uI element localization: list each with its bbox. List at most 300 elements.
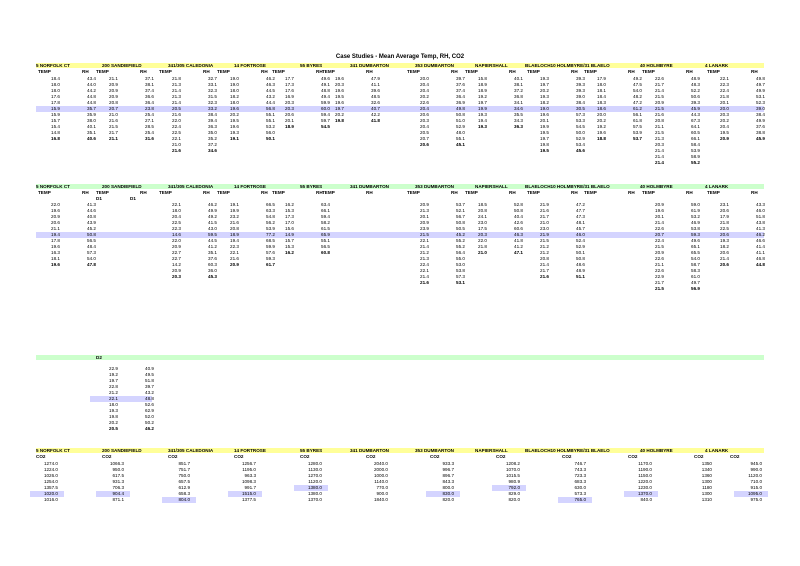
- co2-cell: 1170.0: [638, 460, 652, 466]
- s1-temp-cell: 21.7: [655, 81, 664, 87]
- s2-temp-label: TEMP: [96, 190, 109, 195]
- s2-rh-cell: 45.2: [456, 232, 465, 237]
- s1-rh-cell: 50.8: [456, 111, 465, 117]
- s2-temp-cell: 16.2: [285, 250, 294, 255]
- s1-rh-cell: 45.9: [691, 105, 700, 111]
- co2-cell: 1000.0: [373, 472, 388, 478]
- s2-temp-cell: 18.1: [51, 256, 60, 261]
- s1-temp-cell: 21.3: [655, 135, 664, 141]
- s3-rh-cell: 39.7: [145, 384, 154, 389]
- s2-rh-cell: 66.5: [266, 202, 275, 207]
- co2-label: CO2: [496, 454, 506, 459]
- s2-temp-cell: 21.4: [655, 220, 664, 225]
- co2-cell: 800.0: [442, 484, 454, 490]
- s2-temp-cell: 20.9: [172, 244, 181, 249]
- s2-rh-cell: 43.0: [208, 226, 217, 231]
- co2-cell: 1140.0: [374, 478, 388, 484]
- s2-rh-cell: 53.8: [456, 268, 465, 273]
- s1-temp-cell: 19.6: [335, 99, 344, 105]
- s1-rh-cell: 60.5: [691, 129, 700, 135]
- s1-temp-cell: 20.3: [285, 99, 294, 105]
- s2-temp-cell: 21.2: [540, 244, 549, 249]
- s1-rh-label: RH: [203, 69, 210, 74]
- s1-temp-cell: 16.9: [285, 93, 294, 99]
- s2-rh-label: RH: [366, 190, 373, 195]
- s1-rh-cell: 55.1: [456, 135, 465, 141]
- co2-cell: 1377.5: [241, 496, 256, 502]
- s1-column-header: 341 DUMBARTON: [350, 62, 389, 68]
- co2-cell: 1150.0: [638, 472, 652, 478]
- s2-temp-label: TEMP: [407, 190, 420, 195]
- s1-rh-cell: 52.3: [756, 99, 765, 105]
- co2-cell: 630.0: [574, 484, 586, 490]
- co2-cell: 746.7: [574, 460, 586, 466]
- co2-cell: 2000.0: [373, 466, 388, 472]
- s2-temp-label: TEMP: [707, 190, 720, 195]
- s2-column-header: 55 BYRES: [300, 183, 323, 189]
- s1-temp-cell: 19.5: [540, 129, 549, 135]
- s1-rh-cell: 57.5: [633, 123, 642, 129]
- s2-temp-cell: 21.2: [420, 250, 429, 255]
- s1-temp-cell: 17.6: [51, 93, 60, 99]
- co2-cell: 830.0: [442, 490, 454, 496]
- s2-temp-cell: 19.9: [230, 208, 239, 213]
- s2-temp-cell: 21.4: [720, 256, 729, 261]
- s1-temp-cell: 21.5: [655, 105, 664, 111]
- s1-rh-cell: 66.1: [691, 135, 700, 141]
- co2-cell: 950.0: [112, 466, 124, 472]
- s1-rh-cell: 40.7: [371, 105, 380, 111]
- s1-rh-cell: 54.0: [633, 87, 642, 93]
- s2-rh-cell: 49.6: [691, 238, 700, 243]
- co2-cell: 1340: [701, 466, 712, 472]
- s1-column-header: 200 SANDIEFIELD: [102, 62, 142, 68]
- s1-rh-cell: 53.3: [576, 117, 585, 123]
- s2-rh-label: RH: [686, 190, 693, 195]
- s1-temp-cell: 19.0: [230, 81, 239, 87]
- s2-temp-cell: 21.6: [540, 208, 549, 213]
- s1-temp-cell: 20.8: [109, 99, 118, 105]
- s2-rh-cell: 35.1: [208, 250, 217, 255]
- s2-temp-cell: 22.4: [420, 262, 429, 267]
- s2-temp-cell: 21.7: [540, 214, 549, 219]
- co2-cell: 750.0: [178, 472, 190, 478]
- s3-temp-cell: 22.1: [109, 396, 118, 401]
- s1-rh-cell: 36.6: [145, 93, 154, 99]
- s1-rh-cell: 35.2: [208, 135, 217, 141]
- s1-temp-cell: 21.6: [109, 117, 118, 123]
- s1-rh-cell: 61.8: [633, 117, 642, 123]
- s2-temp-cell: 16.3: [51, 250, 60, 255]
- s2-rh-label: RH: [203, 190, 210, 195]
- s2-rh-cell: 52.4: [576, 238, 585, 243]
- s3-temp-cell: 18.0: [109, 402, 118, 407]
- s1-rh-cell: 67.3: [691, 117, 700, 123]
- s1-temp-cell: 19.9: [478, 105, 487, 111]
- s1-rh-cell: 44.4: [266, 99, 275, 105]
- s2-temp-cell: 20.9: [230, 262, 239, 267]
- s1-temp-cell: 20.0: [420, 75, 429, 81]
- co2-column-header: BLAELOCH10 HOLMBYRE/31 BLAELO: [525, 447, 610, 453]
- s2-temp-cell: 15.3: [285, 244, 294, 249]
- s1-temp-cell: 21.3: [172, 93, 181, 99]
- s1-rh-cell: 39.4: [208, 117, 217, 123]
- s1-rh-cell: 36.8: [514, 93, 523, 99]
- s1-rh-cell: 37.6: [456, 81, 465, 87]
- s2-rh-cell: 77.2: [266, 232, 275, 237]
- s1-temp-cell: 21.0: [109, 111, 118, 117]
- s2-rh-cell: 53.2: [691, 214, 700, 219]
- s3-rh-cell: 50.2: [145, 420, 154, 425]
- s2-temp-cell: 21.5: [540, 238, 549, 243]
- s1-rh-cell: 49.7: [756, 81, 765, 87]
- co2-cell: 710.0: [750, 478, 762, 484]
- s1-temp-cell: 21.4: [655, 147, 664, 153]
- co2-cell: 1300: [701, 478, 712, 484]
- s2-rh-cell: 56.4: [456, 250, 465, 255]
- s2-temp-cell: 20.9: [420, 220, 429, 225]
- s2-temp-cell: 21.6: [540, 274, 549, 279]
- s1-temp-cell: 19.1: [230, 135, 239, 141]
- s2-rh-cell: 65.1: [691, 244, 700, 249]
- s1-rh-cell: 64.1: [691, 123, 700, 129]
- s1-temp-cell: 20.2: [720, 117, 729, 123]
- co2-cell: 792.0: [508, 484, 520, 490]
- s1-rh-cell: 53.9: [633, 129, 642, 135]
- s2-rh-cell: 47.8: [87, 262, 96, 267]
- s1-rh-cell: 40.6: [87, 135, 96, 141]
- s2-temp-cell: 20.8: [478, 208, 487, 213]
- s2-temp-cell: 22.6: [655, 256, 664, 261]
- s1-rh-cell: 28.5: [145, 123, 154, 129]
- s1-temp-cell: 20.9: [109, 81, 118, 87]
- s1-temp-cell: 22.3: [720, 81, 729, 87]
- co2-cell: 1280.0: [307, 460, 322, 466]
- s3-temp-cell: 20.5: [109, 426, 118, 431]
- s1-temp-cell: 19.0: [230, 75, 239, 81]
- s2-temp-cell: 22.3: [230, 244, 239, 249]
- s3-rh-cell: 51.8: [145, 378, 154, 383]
- s1-rh-cell: 35.0: [208, 129, 217, 135]
- co2-cell: 963.3: [244, 472, 256, 478]
- s1-temp-cell: 20.3: [335, 81, 344, 87]
- s2-column-header: BLAELOCH10 HOLMBYRE/31 BLAELO: [525, 183, 610, 189]
- s1-rh-cell: 27.1: [145, 117, 154, 123]
- s3-rh-cell: 52.6: [145, 402, 154, 407]
- s1-rh-cell: 40.1: [514, 75, 523, 81]
- s2-rh-cell: 44.8: [756, 262, 765, 267]
- co2-column-header: 5 NORFOLK CT: [36, 447, 70, 453]
- s1-rh-cell: 37.1: [145, 75, 154, 81]
- s2-temp-cell: 23.0: [540, 226, 549, 231]
- s1-column-header: 5 NORFOLK CT: [36, 62, 70, 68]
- s1-rh-cell: 49.8: [456, 105, 465, 111]
- s2-rh-cell: 50.8: [514, 208, 523, 213]
- co2-cell: 931.3: [112, 478, 124, 484]
- co2-cell: 1120.0: [308, 478, 322, 484]
- s2-rh-cell: 60.6: [514, 226, 523, 231]
- s1-temp-label: TEMP: [322, 69, 335, 74]
- s1-rh-label: RH: [451, 69, 458, 74]
- s1-rh-cell: 35.1: [87, 129, 96, 135]
- s1-rh-cell: 32.3: [208, 87, 217, 93]
- s2-rh-cell: 55.2: [456, 238, 465, 243]
- s1-column-header: NAPIERSHALL: [475, 62, 508, 68]
- s2-temp-cell: 21.6: [230, 256, 239, 261]
- s1-rh-cell: 41.8: [371, 117, 380, 123]
- s2-rh-cell: 63.3: [266, 208, 275, 213]
- s1-temp-cell: 18.9: [478, 87, 487, 93]
- s2-rh-cell: 48.6: [576, 262, 585, 267]
- co2-cell: 723.3: [574, 472, 586, 478]
- s2-rh-cell: 43.8: [756, 220, 765, 225]
- s1-temp-cell: 21.0: [172, 141, 181, 147]
- s2-column-header: 4 LANARK: [705, 183, 729, 189]
- s1-temp-cell: 20.2: [540, 87, 549, 93]
- s2-temp-cell: 17.0: [285, 220, 294, 225]
- s2-rh-cell: 61.5: [321, 226, 330, 231]
- s1-rh-cell: 39.6: [371, 87, 380, 93]
- s2-temp-cell: 19.3: [720, 238, 729, 243]
- s1-temp-cell: 20.6: [420, 111, 429, 117]
- s2-rh-label: RH: [509, 190, 516, 195]
- co2-cell: 1350: [701, 460, 712, 466]
- co2-cell: 765.0: [574, 496, 586, 502]
- s1-rh-cell: 44.5: [266, 87, 275, 93]
- s1-rh-cell: 49.6: [321, 75, 330, 81]
- s1-rh-label: RH: [261, 69, 268, 74]
- s1-rh-cell: 52.9: [456, 123, 465, 129]
- s1-temp-cell: 20.3: [655, 141, 664, 147]
- s2-temp-label: TEMP: [322, 190, 335, 195]
- s1-temp-cell: 18.4: [597, 93, 606, 99]
- co2-cell: 1220.0: [637, 478, 652, 484]
- s1-rh-label: RH: [366, 69, 373, 74]
- s1-rh-cell: 49.9: [756, 117, 765, 123]
- co2-cell: 1256.7: [241, 460, 256, 466]
- s1-temp-cell: 22.0: [172, 117, 181, 123]
- s1-rh-cell: 49.1: [321, 81, 330, 87]
- page-title: Case Studies - Mean Average Temp, RH, CO2: [335, 54, 465, 60]
- s1-temp-cell: 19.9: [540, 123, 549, 129]
- co2-cell: 1370.0: [307, 496, 322, 502]
- s1-rh-cell: 44.8: [87, 99, 96, 105]
- co2-column-header: 40 HOLMBYRE: [640, 447, 673, 453]
- s1-rh-cell: 49.9: [756, 87, 765, 93]
- s2-rh-label: RH: [451, 190, 458, 195]
- co2-label: CO2: [562, 454, 572, 459]
- s2-rh-cell: 46.9: [691, 220, 700, 225]
- s1-column-header: BLAELOCH10 HOLMBYRE/31 BLAELO: [525, 62, 610, 68]
- s1-temp-label: TEMP: [272, 69, 285, 74]
- s1-temp-cell: 18.0: [51, 81, 60, 87]
- s2-rh-cell: 58.3: [691, 268, 700, 273]
- s2-rh-cell: 48.1: [576, 220, 585, 225]
- s1-rh-cell: 59.7: [321, 117, 330, 123]
- s2-rh-cell: 59.0: [691, 202, 700, 207]
- s1-temp-cell: 19.3: [478, 123, 487, 129]
- s1-column-header: 341/305 CALEDONIA: [168, 62, 214, 68]
- co2-cell: 996.7: [442, 466, 454, 472]
- co2-column-header: 341 DUMBARTON: [350, 447, 389, 453]
- s1-rh-cell: 35.5: [514, 111, 523, 117]
- s1-temp-cell: 21.4: [172, 87, 181, 93]
- s1-rh-label: RH: [628, 69, 635, 74]
- s1-temp-cell: 20.9: [109, 93, 118, 99]
- s1-temp-cell: 20.2: [597, 117, 606, 123]
- s1-temp-cell: 21.6: [655, 111, 664, 117]
- s2-temp-cell: 23.9: [420, 226, 429, 231]
- s1-temp-cell: 18.4: [51, 75, 60, 81]
- s2-rh-cell: 48.9: [576, 268, 585, 273]
- s1-temp-cell: 19.3: [478, 111, 487, 117]
- co2-cell: 843.3: [442, 478, 454, 484]
- s3-temp-cell: 19.2: [109, 372, 118, 377]
- s3-rh-cell: 52.0: [145, 414, 154, 419]
- s2-rh-cell: 55.1: [321, 238, 330, 243]
- s1-rh-cell: 43.2: [266, 93, 275, 99]
- s2-temp-label: TEMP: [38, 190, 51, 195]
- co2-label: CO2: [168, 454, 178, 459]
- s1-rh-label: RH: [140, 69, 147, 74]
- s1-rh-cell: 47.2: [633, 99, 642, 105]
- s1-temp-cell: 21.1: [109, 135, 118, 141]
- s1-temp-cell: 22.6: [420, 99, 429, 105]
- s2-temp-cell: 21.5: [655, 244, 664, 249]
- co2-cell: 851.7: [178, 460, 190, 466]
- s1-rh-cell: 39.7: [456, 75, 465, 81]
- s1-rh-cell: 44.0: [87, 81, 96, 87]
- co2-cell: 1310: [701, 496, 712, 502]
- s1-temp-cell: 19.6: [597, 129, 606, 135]
- s2-temp-label: TEMP: [272, 190, 285, 195]
- s2-rh-cell: 37.6: [208, 256, 217, 261]
- s1-temp-cell: 18.0: [230, 99, 239, 105]
- s3-temp-cell: 22.8: [109, 384, 118, 389]
- s1-temp-cell: 20.0: [720, 105, 729, 111]
- s1-rh-cell: 49.8: [756, 75, 765, 81]
- s2-temp-cell: 21.1: [655, 262, 664, 267]
- s1-temp-cell: 21.8: [172, 75, 181, 81]
- s2-rh-cell: 49.7: [691, 280, 700, 285]
- s1-rh-cell: 40.1: [87, 123, 96, 129]
- co2-column-header: 55 BYRES: [300, 447, 323, 453]
- s1-column-header: 40 HOLMBYRE: [640, 62, 673, 68]
- s1-rh-cell: 38.1: [145, 81, 154, 87]
- s1-temp-cell: 20.0: [597, 111, 606, 117]
- co2-cell: 1360: [701, 472, 712, 478]
- s1-temp-cell: 20.3: [420, 117, 429, 123]
- s1-rh-cell: 39.3: [576, 87, 585, 93]
- s1-rh-cell: 50.0: [576, 129, 585, 135]
- s2-rh-cell: 46.0: [576, 232, 585, 237]
- s1-rh-cell: 34.1: [514, 99, 523, 105]
- s2-rh-cell: 46.8: [756, 256, 765, 261]
- s2-temp-cell: 24.1: [478, 214, 487, 219]
- s2-rh-cell: 59.3: [691, 232, 700, 237]
- s1-temp-label: TEMP: [38, 69, 51, 74]
- s1-rh-cell: 59.4: [321, 111, 330, 117]
- s1-rh-cell: 44.8: [87, 93, 96, 99]
- s2-rh-cell: 49.9: [208, 208, 217, 213]
- s1-temp-cell: 20.6: [285, 111, 294, 117]
- s2-rh-cell: 52.1: [456, 208, 465, 213]
- co2-cell: 751.7: [178, 466, 190, 472]
- s1-temp-cell: 17.7: [285, 75, 294, 81]
- s1-temp-cell: 21.8: [720, 93, 729, 99]
- s2-column-header: 5 NORFOLK CT: [36, 183, 70, 189]
- s1-rh-cell: 39.0: [756, 105, 765, 111]
- s1-rh-cell: 57.3: [576, 111, 585, 117]
- s2-rh-cell: 59.5: [208, 232, 217, 237]
- s2-rh-cell: 50.5: [456, 226, 465, 231]
- s2-temp-cell: 20.6: [720, 232, 729, 237]
- s1-temp-label: TEMP: [407, 69, 420, 74]
- co2-label: CO2: [694, 454, 704, 459]
- s2-rh-cell: 46.2: [208, 202, 217, 207]
- s2-rh-cell: 61.9: [691, 208, 700, 213]
- co2-cell: 743.3: [574, 466, 586, 472]
- s1-temp-cell: 19.5: [720, 129, 729, 135]
- s1-rh-cell: 48.3: [691, 81, 700, 87]
- s2-rh-cell: 41.1: [756, 250, 765, 255]
- s2-rh-cell: 45.3: [208, 274, 217, 279]
- co2-cell: 945.0: [750, 460, 762, 466]
- s1-rh-cell: 31.5: [208, 93, 217, 99]
- s1-temp-cell: 18.9: [285, 123, 294, 129]
- s3-rh-cell: 40.9: [145, 366, 154, 371]
- s2-rh-cell: 46.6: [756, 238, 765, 243]
- s1-temp-cell: 20.4: [420, 123, 429, 129]
- co2-column-header: NAPIERSHALL: [475, 447, 508, 453]
- co2-cell: 2040.0: [373, 460, 388, 466]
- co2-cell: 933.3: [442, 460, 454, 466]
- s2-temp-cell: 18.5: [478, 202, 487, 207]
- s2-temp-cell: 20.3: [478, 232, 487, 237]
- s1-temp-cell: 20.6: [420, 141, 429, 147]
- s1-temp-cell: 20.2: [230, 111, 239, 117]
- s1-temp-cell: 18.1: [597, 87, 606, 93]
- s1-temp-cell: 17.3: [285, 81, 294, 87]
- section-label-d1: D1: [130, 196, 136, 201]
- s1-rh-cell: 44.2: [87, 87, 96, 93]
- s1-rh-cell: 53.2: [266, 123, 275, 129]
- s2-rh-cell: 59.4: [321, 214, 330, 219]
- s1-rh-cell: 35.9: [87, 111, 96, 117]
- s1-rh-cell: 46.3: [266, 81, 275, 87]
- s1-temp-cell: 20.3: [720, 111, 729, 117]
- s2-temp-cell: 14.2: [172, 262, 181, 267]
- s2-temp-cell: 22.0: [478, 238, 487, 243]
- s2-rh-cell: 47.7: [576, 208, 585, 213]
- co2-cell: 840.0: [640, 496, 652, 502]
- s1-temp-label: TEMP: [217, 69, 230, 74]
- s1-temp-label: TEMP: [159, 69, 172, 74]
- s2-rh-cell: 50.8: [456, 220, 465, 225]
- s1-rh-cell: 60.0: [321, 105, 330, 111]
- s1-temp-cell: 20.5: [420, 129, 429, 135]
- s1-column-header: 353 DUMBARTON: [415, 62, 454, 68]
- s1-temp-cell: 21.4: [655, 87, 664, 93]
- s1-rh-cell: 51.0: [456, 117, 465, 123]
- s1-temp-label: TEMP: [642, 69, 655, 74]
- s1-temp-cell: 22.6: [655, 75, 664, 81]
- s1-temp-cell: 19.7: [335, 105, 344, 111]
- co2-cell: 904.4: [112, 490, 124, 496]
- s1-rh-cell: 49.4: [321, 93, 330, 99]
- s2-temp-cell: 20.3: [172, 274, 181, 279]
- s1-temp-cell: 21.6: [172, 147, 181, 153]
